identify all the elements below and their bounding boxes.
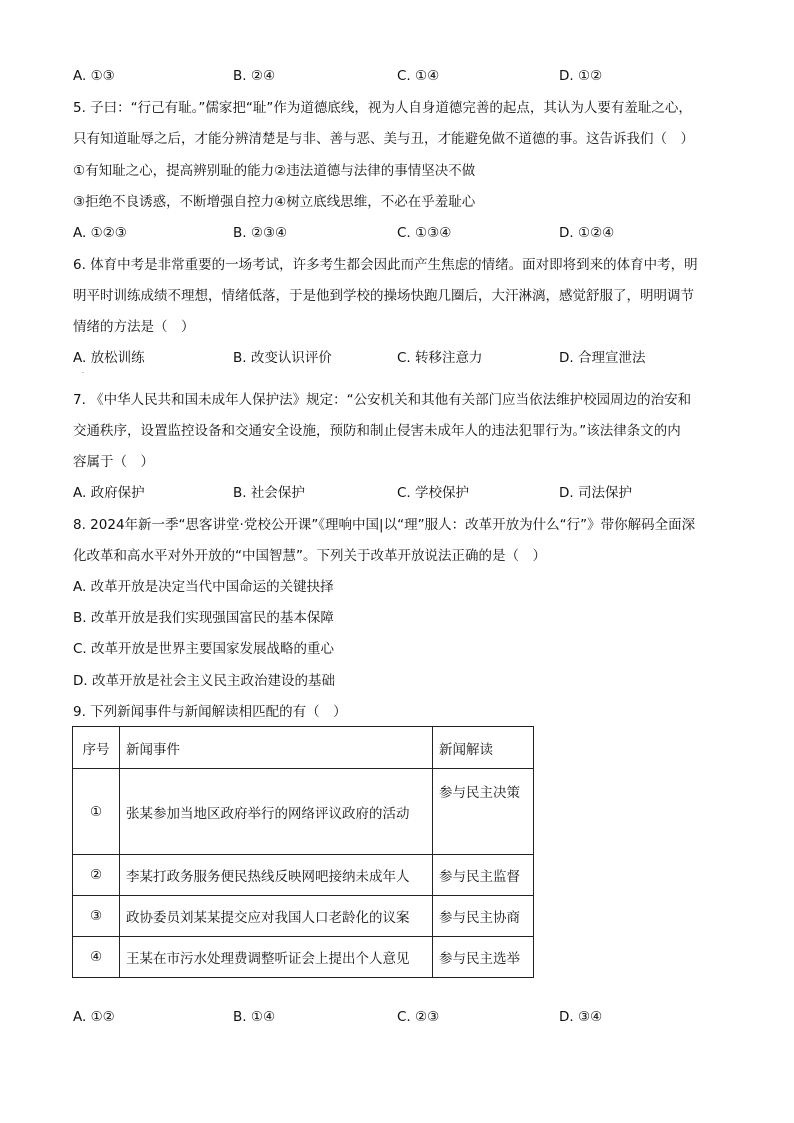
row-interpretation: 参与民主监督 bbox=[433, 855, 534, 896]
table-header-row bbox=[73, 727, 534, 769]
q5-option-d[interactable]: D. ①②④ bbox=[559, 225, 615, 241]
row-number: ③ bbox=[73, 896, 120, 937]
row-number: ② bbox=[73, 855, 120, 896]
q6-stem-line-2: 明平时训练成绩不理想，情绪低落，于是他到学校的操场快跑几圈后，大汗淋漓，感觉舒服了，明明调节 bbox=[73, 288, 694, 304]
q6-option-a[interactable]: A. 放松训练 bbox=[73, 350, 145, 366]
q5-options bbox=[73, 224, 723, 242]
q6-option-d[interactable]: D. 合理宣泄法 bbox=[559, 350, 646, 366]
row-interpretation: 参与民主决策 bbox=[433, 769, 534, 855]
header-news-event: 新闻事件 bbox=[120, 727, 433, 769]
table-row bbox=[73, 896, 534, 937]
q5-option-b[interactable]: B. ②③④ bbox=[233, 225, 288, 241]
row-number: ① bbox=[73, 769, 120, 855]
q9-options bbox=[73, 1008, 723, 1026]
q4-option-a[interactable]: A. ①③ bbox=[73, 68, 115, 84]
q7-stem-line-1: 7. 《中华人民共和国未成年人保护法》规定：“公安机关和其他有关部门应当依法维护校园周边的治安和 bbox=[73, 392, 692, 408]
header-number: 序号 bbox=[73, 727, 120, 769]
q8-stem-line-1: 8. 2024年新一季“思客讲堂·党校公开课”《理响中国|以“理”服人：改革开放为什么“行”》带你解码全面深 bbox=[73, 517, 696, 533]
q6-option-c[interactable]: C. 转移注意力 bbox=[397, 350, 483, 366]
q7-option-c[interactable]: C. 学校保护 bbox=[397, 485, 470, 501]
q5-stem-line-1: 5. 子曰：“行己有耻。”儒家把“耻”作为道德底线，视为人自身道德完善的起点，其认为人要有羞耻之心， bbox=[73, 100, 692, 116]
row-interpretation: 参与民主选举 bbox=[433, 937, 534, 978]
row-event: 李某打政务服务便民热线反映网吧接纳未成年人 bbox=[120, 855, 433, 896]
q4-options bbox=[73, 67, 723, 85]
row-interpretation: 参与民主协商 bbox=[433, 896, 534, 937]
q9-option-d[interactable]: D. ③④ bbox=[559, 1009, 603, 1025]
q7-option-a[interactable]: A. 政府保护 bbox=[73, 485, 145, 501]
q8-option-c[interactable]: C. 改革开放是世界主要国家发展战略的重心 bbox=[73, 641, 335, 657]
row-event: 张某参加当地区政府举行的网络评议政府的活动 bbox=[120, 769, 433, 855]
news-table bbox=[72, 726, 534, 978]
q8-option-b[interactable]: B. 改革开放是我们实现强国富民的基本保障 bbox=[73, 610, 334, 626]
table-row bbox=[73, 937, 534, 978]
q9-stem: 9. 下列新闻事件与新闻解读相匹配的有（ ） bbox=[73, 704, 347, 720]
q6-options bbox=[73, 349, 723, 367]
stray-dot-mark: . bbox=[82, 368, 84, 375]
q5-option-a[interactable]: A. ①②③ bbox=[73, 225, 127, 241]
q4-option-b[interactable]: B. ②④ bbox=[233, 68, 276, 84]
q4-option-d[interactable]: D. ①② bbox=[559, 68, 603, 84]
q8-stem-line-2: 化改革和高水平对外开放的“中国智慧”。下列关于改革开放说法正确的是（ ） bbox=[73, 548, 546, 564]
q6-stem-line-1: 6. 体育中考是非常重要的一场考试，许多考生都会因此而产生焦虑的情绪。面对即将到来的体育中考，明 bbox=[73, 257, 698, 273]
q7-option-d[interactable]: D. 司法保护 bbox=[559, 485, 632, 501]
q7-stem-line-2: 交通秩序，设置监控设备和交通安全设施，预防和制止侵害未成年人的违法犯罪行为。”该法律条文的内 bbox=[73, 423, 681, 439]
table-row bbox=[73, 855, 534, 896]
q5-statements-1: ①有知耻之心，提高辨别耻的能力②违法道德与法律的事情坚决不做 bbox=[73, 163, 476, 179]
header-news-interpretation: 新闻解读 bbox=[433, 727, 534, 769]
q5-stem-line-2: 只有知道耻辱之后，才能分辨清楚是与非、善与恶、美与丑，才能避免做不道德的事。这告诉我们（ ） bbox=[73, 131, 694, 147]
q8-option-a[interactable]: A. 改革开放是决定当代中国命运的关键抉择 bbox=[73, 579, 334, 595]
q7-option-b[interactable]: B. 社会保护 bbox=[233, 485, 305, 501]
row-event: 政协委员刘某某提交应对我国人口老龄化的议案 bbox=[120, 896, 433, 937]
q9-option-a[interactable]: A. ①② bbox=[73, 1009, 115, 1025]
q5-statements-2: ③拒绝不良诱惑，不断增强自控力④树立底线思维，不必在乎羞耻心 bbox=[73, 194, 476, 210]
table-row bbox=[73, 769, 534, 855]
q7-options bbox=[73, 484, 723, 502]
q8-option-d[interactable]: D. 改革开放是社会主义民主政治建设的基础 bbox=[73, 673, 335, 689]
row-event: 王某在市污水处理费调整听证会上提出个人意见 bbox=[120, 937, 433, 978]
q9-option-b[interactable]: B. ①④ bbox=[233, 1009, 276, 1025]
q9-option-c[interactable]: C. ②③ bbox=[397, 1009, 440, 1025]
q4-option-c[interactable]: C. ①④ bbox=[397, 68, 440, 84]
q7-stem-line-3: 容属于（ ） bbox=[73, 454, 154, 470]
q5-option-c[interactable]: C. ①③④ bbox=[397, 225, 452, 241]
q6-option-b[interactable]: B. 改变认识评价 bbox=[233, 350, 332, 366]
row-number: ④ bbox=[73, 937, 120, 978]
q6-stem-line-3: 情绪的方法是（ ） bbox=[73, 319, 195, 335]
